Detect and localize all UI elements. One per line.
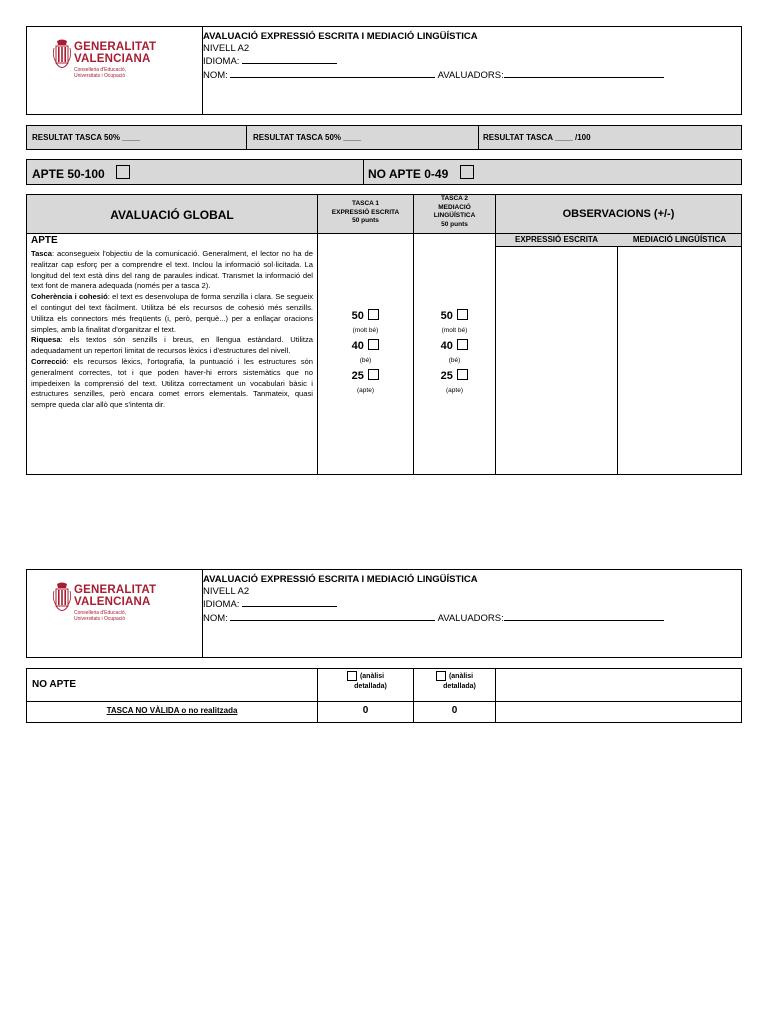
language-field[interactable] xyxy=(242,54,337,64)
task2-header xyxy=(414,195,495,229)
task2-line4: 50 punts xyxy=(441,220,468,228)
language-field[interactable] xyxy=(242,597,337,607)
task2-score-40[interactable]: 40 xyxy=(414,339,495,352)
results-row xyxy=(26,125,742,150)
task2-line3: LINGÜÍSTICA xyxy=(433,212,476,219)
no-apte-task1-line2: detallada) xyxy=(354,682,387,690)
name-field[interactable] xyxy=(230,611,435,621)
logo-sub-line1: Conselleria d'Educació, xyxy=(74,67,127,73)
criterion-2-label: Coherència i cohesió xyxy=(31,292,108,302)
task1-checkbox-25[interactable] xyxy=(368,369,379,380)
criterion-3-text: : els textos són senzills i breus, en llengua estàndard. Utilitza adequadament un repertori limitat de recursos lèxics i d'estructures del nivell. xyxy=(31,335,313,356)
task2-checkbox-50[interactable] xyxy=(457,309,468,320)
logo-line2: VALENCIANA xyxy=(74,53,151,65)
coat-of-arms-icon xyxy=(53,581,71,617)
obs-col1-header: EXPRESSIÓ ESCRITA xyxy=(515,235,598,244)
fail-checkbox[interactable] xyxy=(460,165,474,179)
criterion-1 xyxy=(31,249,313,290)
name-label: NOM: xyxy=(203,612,228,624)
evaluators-label: AVALUADORS: xyxy=(437,612,504,624)
criterion-2-text: : el text es desenvolupa de forma senzilla i clara. Se segueix el contingut del text fàcilment. Utilitza bé els recursos de cohesió més senzills. Utilitza els connectors més freqüents (i, però, perquè...) per a enllaçar oracions simples, amb la finalitat d'organitzar el text. xyxy=(31,292,313,334)
task2-score-25-label: (apte) xyxy=(446,387,463,394)
invalid-score-task2: 0 xyxy=(451,705,458,716)
task1-score-50[interactable]: 50 xyxy=(318,309,413,322)
task1-checkbox-50[interactable] xyxy=(368,309,379,320)
task1-score-40-label: (bé) xyxy=(359,357,372,364)
header-fields xyxy=(203,31,664,81)
obs-col2-header: MEDIACIÓ LINGÜÍSTICA xyxy=(632,235,727,244)
pass-checkbox[interactable] xyxy=(116,165,130,179)
task1-scores xyxy=(318,309,413,396)
no-apte-task2-checkbox[interactable] xyxy=(436,671,446,681)
logo-line2: VALENCIANA xyxy=(74,596,151,608)
criterion-3 xyxy=(31,335,313,355)
evaluators-field[interactable] xyxy=(504,611,664,621)
task1-checkbox-40[interactable] xyxy=(368,339,379,350)
language-label: IDIOMA: xyxy=(203,56,240,67)
result-divider-1 xyxy=(246,126,247,149)
criterion-4-label: Correcció xyxy=(31,356,67,366)
task2-score-50[interactable]: 50 xyxy=(414,309,495,322)
form-title: AVALUACIÓ EXPRESSIÓ ESCRITA I MEDIACIÓ LINGÜÍSTICA xyxy=(203,574,478,585)
apte-label: APTE xyxy=(31,235,58,246)
task2-scores xyxy=(414,309,495,396)
invalid-score-task1: 0 xyxy=(362,705,369,716)
task1-header xyxy=(318,200,413,226)
verdict-row xyxy=(26,159,742,185)
criteria-text xyxy=(31,249,313,411)
name-field[interactable] xyxy=(230,68,435,78)
name-row xyxy=(203,68,664,82)
header-box-1 xyxy=(26,26,742,115)
logo-sub xyxy=(74,67,126,79)
task2-score-50-label: (molt bé) xyxy=(441,327,468,334)
pass-label: APTE 50-100 xyxy=(32,167,105,181)
no-apte-task2-option[interactable] xyxy=(414,671,495,692)
generalitat-logo xyxy=(53,38,203,92)
task1-score-40[interactable]: 40 xyxy=(318,339,413,352)
logo-line1: GENERALITAT xyxy=(74,41,157,53)
no-apte-heading: NO APTE xyxy=(32,679,77,690)
criterion-1-text: : aconsegueix l'objectiu de la comunicació. Generalment, el lector no ha de realitzar cap esforç per a comprendre el text. Inclou la informació sol·licitada. La longitud del text està dins del rang de paraules indicat. Transmet la informació del text font de manera adequada (només per a tasca 2). xyxy=(31,249,313,291)
observations-heading: OBSERVACIONS (+/-) xyxy=(562,208,675,220)
global-heading: AVALUACIÓ GLOBAL xyxy=(110,208,234,222)
logo-sub-line1: Conselleria d'Educació, xyxy=(74,610,127,616)
global-evaluation-table xyxy=(26,194,742,475)
criterion-3-label: Riquesa xyxy=(31,335,61,345)
no-apte-task1-checkbox[interactable] xyxy=(347,671,357,681)
no-apte-task1-line1: (anàlisi xyxy=(318,671,413,682)
task2-line2: MEDIACIÓ xyxy=(438,203,471,211)
task2-checkbox-25[interactable] xyxy=(457,369,468,380)
evaluators-label: AVALUADORS: xyxy=(437,69,504,81)
task2-score-25[interactable]: 25 xyxy=(414,369,495,382)
header-box-2 xyxy=(26,569,742,658)
obs-expression-area[interactable] xyxy=(496,248,617,474)
language-row xyxy=(203,597,664,611)
fail-option[interactable] xyxy=(368,165,474,181)
no-apte-row-divider xyxy=(27,701,741,702)
no-apte-col-divider-3 xyxy=(495,669,496,722)
verdict-divider xyxy=(363,160,364,184)
name-row xyxy=(203,611,664,625)
result-task2: RESULTAT TASCA 50% ____ xyxy=(253,133,362,142)
criterion-1-label: Tasca xyxy=(31,249,52,258)
no-apte-table xyxy=(26,668,742,723)
criterion-2 xyxy=(31,292,313,333)
task2-score-40-label: (bé) xyxy=(448,357,461,364)
result-total: RESULTAT TASCA ____ /100 xyxy=(483,133,591,142)
language-row xyxy=(203,54,664,68)
result-divider-2 xyxy=(478,126,479,149)
logo-line1: GENERALITAT xyxy=(74,584,157,596)
criterion-4-text: : els recursos lèxics, l'ortografia, la puntuació i les estructures són generalment correctes, tot i que poden haver-hi errors sistemàtics que no impedeixen la comprensió del text. Utilitza correctament un vocabulari bàsic i estructures senzilles, però encara comet errors elementals. Tanmateix, quasi sempre queda clar allò que s'intenta dir. xyxy=(31,356,313,410)
task1-line3: 50 punts xyxy=(352,217,379,224)
invalid-task-label: TASCA NO VÀLIDA o no realitzada xyxy=(106,706,238,715)
form-title: AVALUACIÓ EXPRESSIÓ ESCRITA I MEDIACIÓ LINGÜÍSTICA xyxy=(203,31,478,42)
task1-score-25[interactable]: 25 xyxy=(318,369,413,382)
name-label: NOM: xyxy=(203,69,228,81)
pass-option[interactable] xyxy=(32,165,130,181)
task1-line1: TASCA 1 xyxy=(351,200,380,207)
task1-line2: EXPRESSIÓ ESCRITA xyxy=(331,208,400,216)
logo-sub-line2: Universitats i Ocupació xyxy=(74,616,126,622)
language-label: IDIOMA: xyxy=(203,599,240,610)
no-apte-task2-line2: detallada) xyxy=(443,682,476,690)
logo-sub-line2: Universitats i Ocupació xyxy=(74,73,126,79)
logo-sub xyxy=(74,610,126,622)
obs-mediation-area[interactable] xyxy=(618,248,741,474)
no-apte-task2-line1: (anàlisi xyxy=(414,671,495,682)
generalitat-logo-2 xyxy=(53,581,203,635)
level-label: NIVELL A2 xyxy=(203,585,250,597)
no-apte-task1-option[interactable] xyxy=(318,671,413,692)
result-task1: RESULTAT TASCA 50% ____ xyxy=(32,133,141,142)
task2-line1: TASCA 2 xyxy=(440,195,469,202)
coat-of-arms-icon xyxy=(53,38,71,74)
task1-score-50-label: (molt bé) xyxy=(352,327,379,334)
task1-score-25-label: (apte) xyxy=(357,387,374,394)
task2-checkbox-40[interactable] xyxy=(457,339,468,350)
evaluators-field[interactable] xyxy=(504,68,664,78)
header-fields-2 xyxy=(203,574,664,624)
criterion-4 xyxy=(31,357,313,409)
level-label: NIVELL A2 xyxy=(203,42,250,54)
fail-label: NO APTE 0-49 xyxy=(368,167,449,181)
